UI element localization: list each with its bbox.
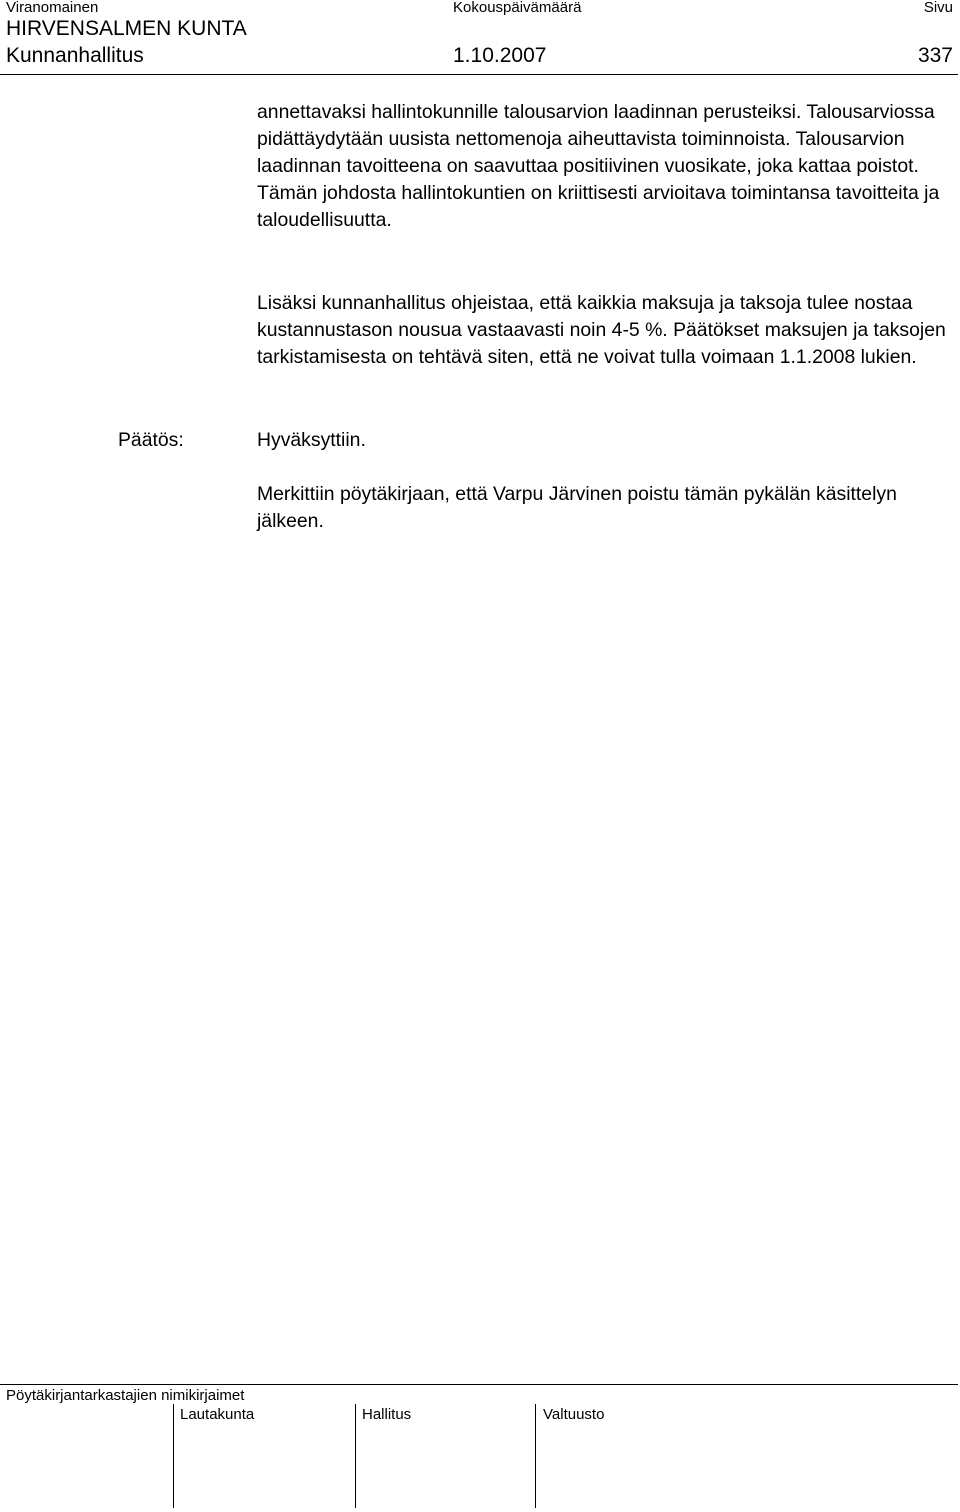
footer-divider: [0, 1384, 958, 1385]
signature-column-divider: [173, 1404, 174, 1508]
paragraph-fees: Lisäksi kunnanhallitus ohjeistaa, että kaikkia maksuja ja taksoja tulee nostaa kustannustason nousua vastaavasti noin 4-5 %. Päätökset maksujen ja taksojen tarkistamisesta on tehtävä siten, että ne voivat tulla voimaan 1.1.2008 lukien.: [257, 292, 946, 369]
meeting-date-label: Kokouspäivämäärä: [453, 0, 582, 16]
header-divider: [0, 74, 958, 75]
authority-label: Viranomainen: [6, 0, 99, 16]
page-number: 337: [917, 44, 953, 67]
governing-body: Kunnanhallitus: [6, 44, 144, 67]
decision-text: Hyväksyttiin.: [257, 429, 366, 451]
signature-column-council: Valtuusto: [543, 1406, 605, 1423]
signature-column-divider: [535, 1404, 536, 1508]
signature-column-executive: Hallitus: [362, 1406, 412, 1423]
minutes-note: Merkittiin pöytäkirjaan, että Varpu Järvinen poistu tämän pykälän käsittelyn jälkeen.: [257, 483, 897, 533]
municipality-name: HIRVENSALMEN KUNTA: [6, 17, 247, 40]
signatures-label: Pöytäkirjantarkastajien nimikirjaimet: [6, 1387, 245, 1404]
signature-column-divider: [355, 1404, 356, 1508]
decision-label: Päätös:: [118, 429, 184, 451]
meeting-date: 1.10.2007: [453, 44, 547, 67]
paragraph-budget: annettavaksi hallintokunnille talousarvion laadinnan perusteiksi. Talousarviossa pidättäydytään uusista nettomenoja aiheuttavista toiminnoista. Talousarvion laadinnan tavoitteena on saavuttaa positiivinen vuosikate, joka kattaa poistot. Tämän johdosta hallintokuntien on kriittisesti arvioitava toimintansa tavoitteita ja taloudellisuutta.: [257, 101, 940, 232]
page-label: Sivu: [923, 0, 953, 16]
signature-column-board: Lautakunta: [180, 1406, 255, 1423]
